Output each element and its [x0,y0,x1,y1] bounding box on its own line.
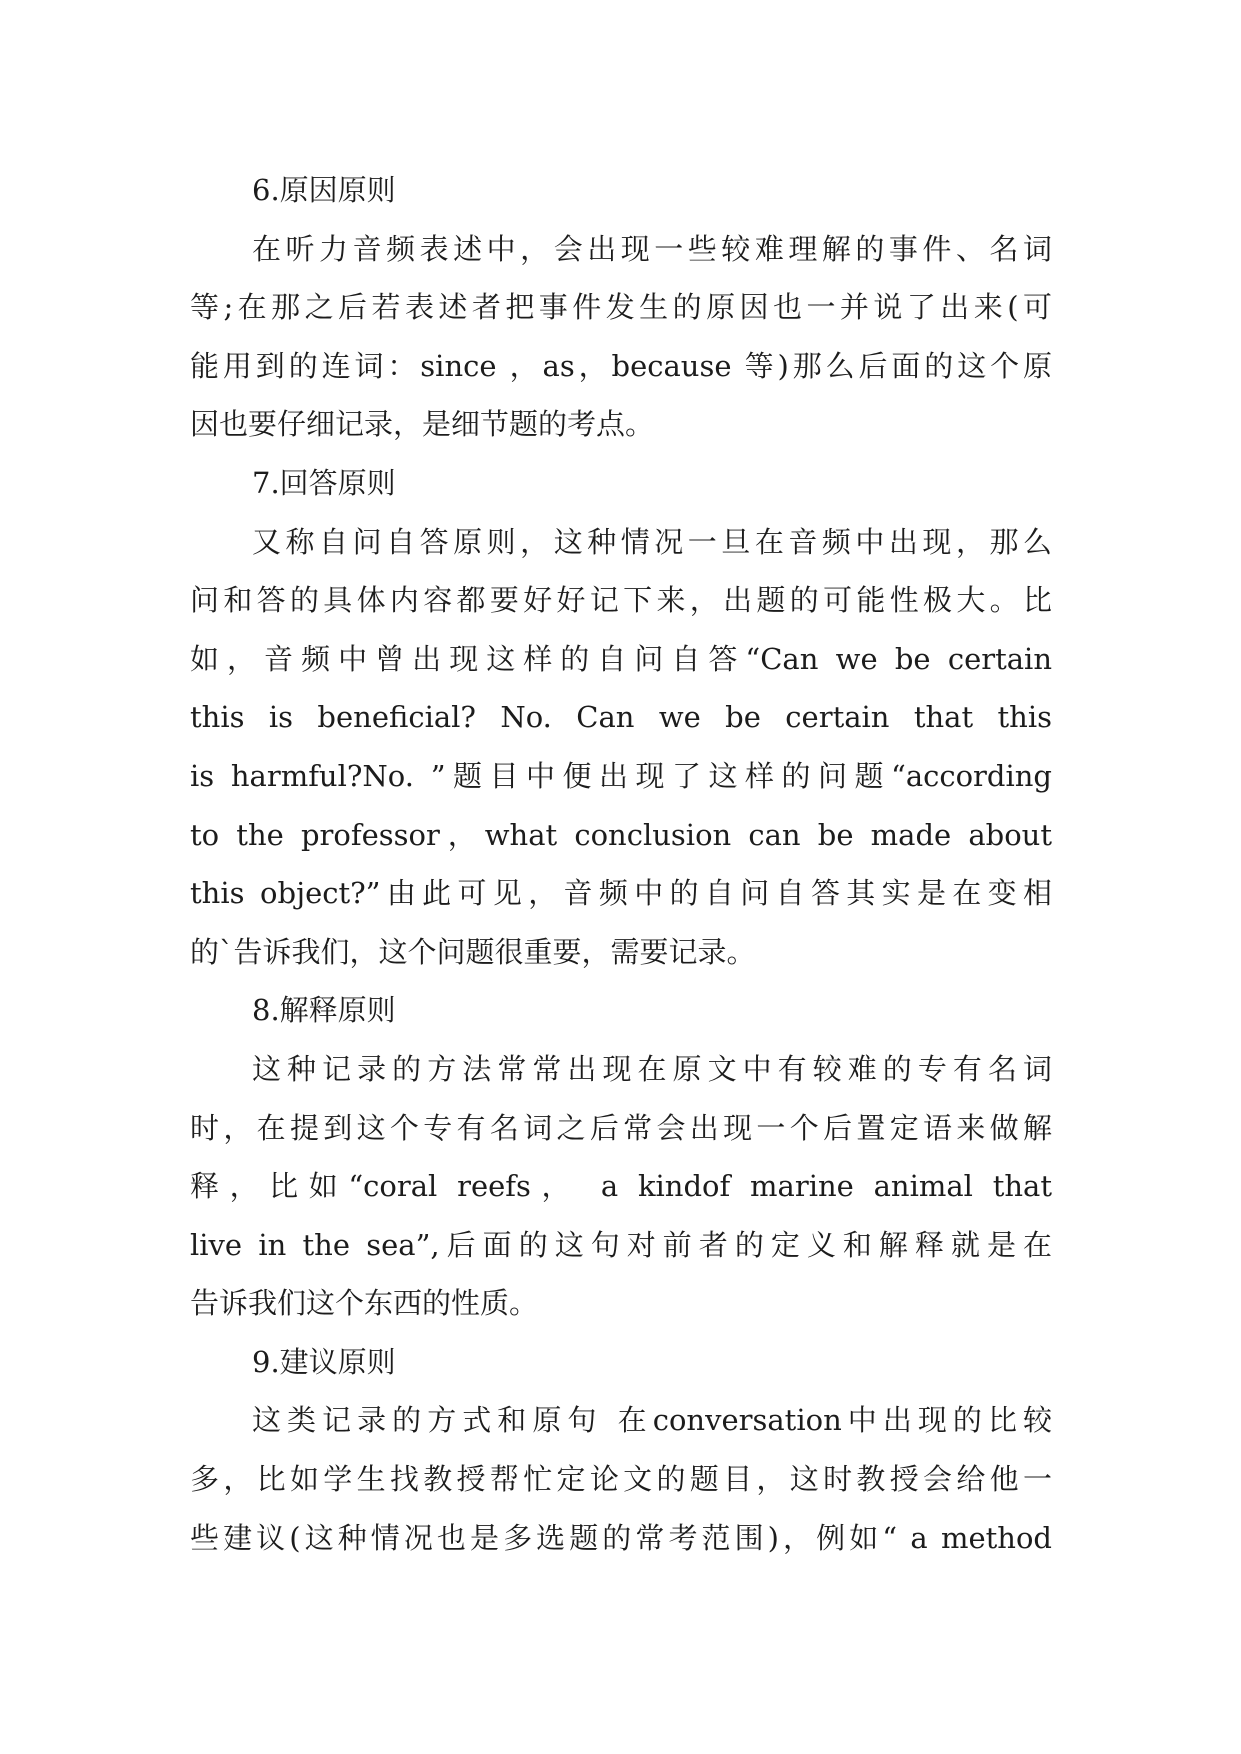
paragraph-line: 在听力音频表述中，会出现一些较难理解的事件、名词 [252,231,1052,266]
paragraph-line: 些建议(这种情况也是多选题的常考范围)，例如“ a method [190,1520,1052,1555]
paragraph [190,513,1052,982]
paragraph-line: to the professor，what conclusion can be made about [190,817,1052,852]
section-explanation-principle [190,981,1052,1333]
paragraph-line: 告诉我们这个东西的性质。 [190,1286,539,1321]
paragraph-line: this object?”由此可见，音频中的自问自答其实是在变相 [190,876,1052,911]
paragraph-line: 能用到的连词：since ，as，because 等)那么后面的这个原 [190,348,1052,383]
section-title: 9.建议原则 [252,1344,396,1379]
section-answer-principle [190,454,1052,981]
paragraph-line: 又称自问自答原则，这种情况一旦在音频中出现，那么 [252,524,1052,559]
paragraph-line: 这种记录的方法常常出现在原文中有较难的专有名词 [252,1051,1052,1086]
section-suggestion-principle [190,1333,1052,1567]
paragraph-line: 时，在提到这个专有名词之后常会出现一个后置定语来做解 [190,1110,1052,1145]
paragraph-line: 这类记录的方式和原句 在conversation中出现的比较 [252,1403,1052,1438]
paragraph-line: 的`告诉我们，这个问题很重要，需要记录。 [190,934,756,969]
paragraph-line: is harmful?No. ”题目中便出现了这样的问题“according [190,758,1052,793]
document-body [190,161,1052,1567]
paragraph [190,1391,1052,1567]
section-reason-principle [190,161,1052,454]
paragraph-line: 等;在那之后若表述者把事件发生的原因也一并说了出来(可 [190,290,1052,325]
paragraph [190,1040,1052,1333]
paragraph-line: 释，比如“coral reefs， a kindof marine animal that [190,1169,1052,1204]
paragraph-line: this is beneficial? No. Can we be certain that this [190,700,1052,735]
paragraph-line: 多，比如学生找教授帮忙定论文的题目，这时教授会给他一 [190,1462,1052,1497]
section-title: 6.原因原则 [252,173,396,207]
paragraph-line: 如，音频中曾出现这样的自问自答“Can we be certain [190,641,1052,676]
section-title: 8.解释原则 [252,993,396,1028]
paragraph [190,220,1052,454]
paragraph-line: 因也要仔细记录，是细节题的考点。 [190,407,655,442]
section-title: 7.回答原则 [252,465,396,500]
paragraph-line: 问和答的具体内容都要好好记下来，出题的可能性极大。比 [190,583,1052,618]
paragraph-line: live in the sea”,后面的这句对前者的定义和解释就是在 [190,1227,1052,1262]
